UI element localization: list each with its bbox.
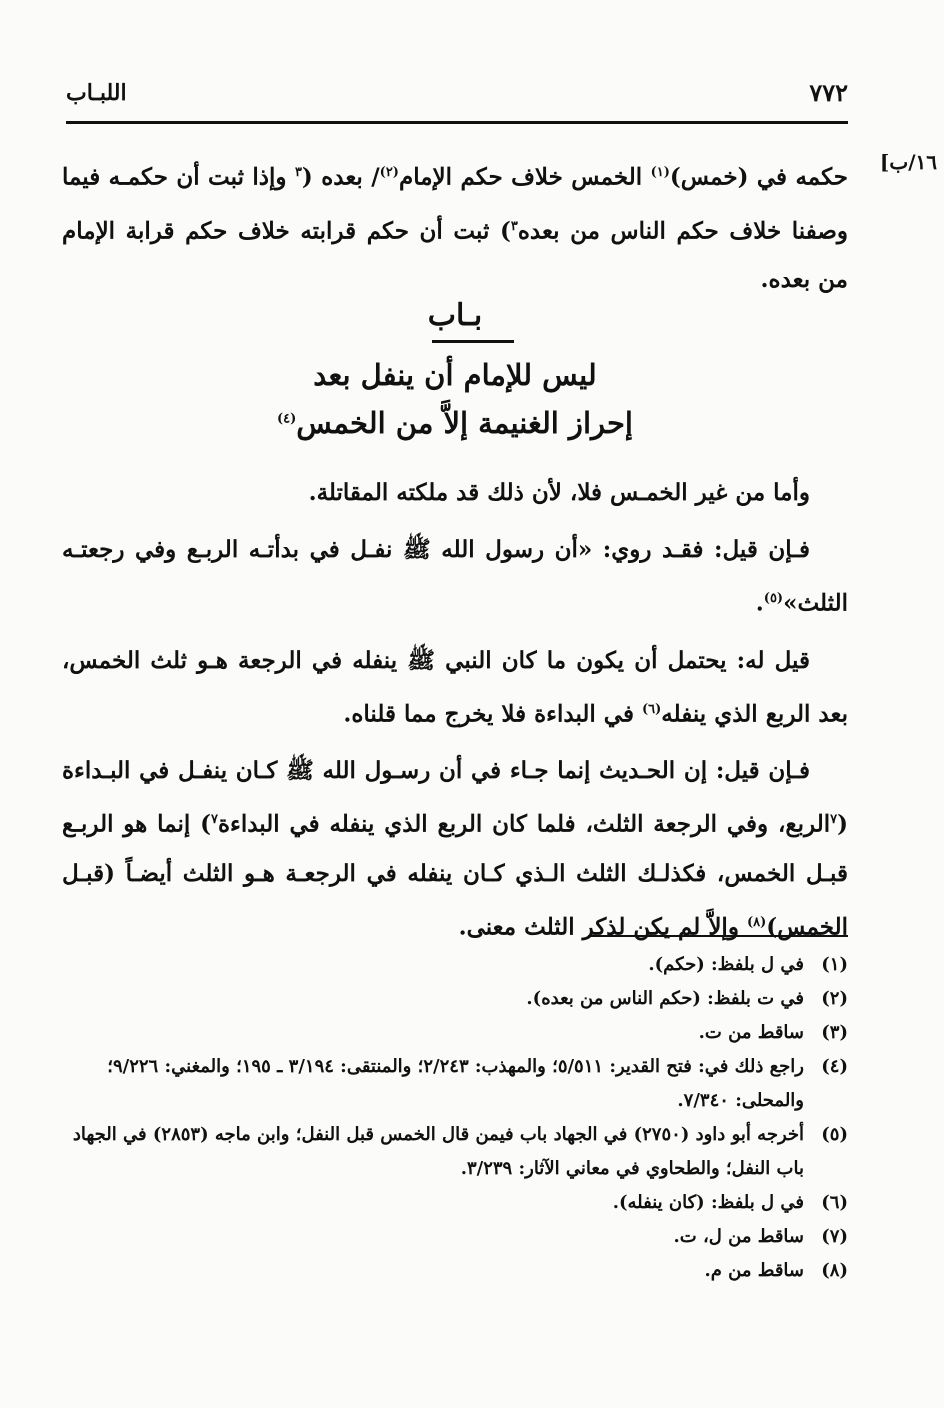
paragraph-4 (62, 746, 848, 951)
text-run: . (755, 589, 764, 617)
footnote-number: (٧) (821, 1226, 848, 1247)
footnote-text: ساقط من م. (704, 1260, 804, 1281)
footnote (62, 1220, 848, 1254)
footnote-rule (588, 935, 848, 937)
main-text (62, 468, 848, 952)
text-run: وإلاَّ لم يكن لذكر الثلث معنى. (458, 913, 747, 941)
footnote-number: (١) (821, 954, 848, 975)
text-run: / بعده ( (301, 163, 380, 191)
text-run: ) ثبت أن حكم قرابته خلاف حكم قرابة الإمام من بعده. (62, 217, 848, 294)
text-run: الخمس خلاف حكم الإمام (398, 163, 651, 191)
chapter-title-text: إحراز الغنيمة إلاَّ من الخمس (296, 406, 633, 440)
footnote-text: في ل بلفظ: (حكم). (648, 954, 804, 975)
footnote (62, 1254, 848, 1288)
footnote-marker: ٣ (294, 165, 302, 180)
footnote-marker: (١) (650, 165, 670, 180)
footnote-text: راجع ذلك في: فتح القدير: ٥/٥١١؛ والمهذب: ٢/٢٤٣؛ والمنتقى: ٣/١٩٤ ـ ١٩٥؛ والمغني: ٩/٢٢٦؛ والمحلى: ٧/٣٤٠. (107, 1056, 804, 1111)
footnote-text: ساقط من ل، ت. (673, 1226, 804, 1247)
footnote-number: (٣) (821, 1022, 848, 1043)
footnote-marker: (٨) (746, 914, 767, 930)
footnote-marker: (٢) (379, 165, 399, 180)
page-number: ٧٧٢ (809, 78, 848, 107)
text-run: الربع، وفي الرجعة الثلث، فلما كان الربع الذي ينفله في البداءة (217, 810, 831, 838)
footnote-number: (٥) (821, 1124, 848, 1145)
footnote-text: أخرجه أبو داود (٢٧٥٠) في الجهاد باب فيمن قال الخمس قبل النفل؛ وابن ماجه (٢٨٥٣) في الجهاد باب النفل؛ والطحاوي في معاني الآثار: ٣/٢٣٩. (72, 1124, 804, 1179)
text-run: فـإن قيل: إن الحـديث إنما جـاء في أن رسـول الله ﷺ كـان ينفـل في البـداءة ( (62, 757, 848, 838)
chapter-title-line1: ليس للإمام أن ينفل بعد (313, 358, 597, 392)
footnote-marker: (٥) (763, 591, 784, 606)
footnote (62, 1050, 848, 1118)
footnote (62, 948, 848, 982)
footnote-marker: ٧ (830, 812, 838, 828)
running-head (66, 78, 848, 118)
footnote (62, 982, 848, 1016)
footnote-number: (٨) (821, 1260, 848, 1281)
paragraph-2 (62, 525, 848, 628)
paragraph-3 (62, 636, 848, 739)
opening-paragraph (62, 148, 848, 304)
footnote-marker: ٣ (510, 218, 518, 234)
chapter-title-line2 (62, 406, 848, 440)
paragraph-1: وأما من غير الخمـس فلا، لأن ذلك قد ملكته المقاتلة. (308, 479, 810, 506)
footnote-text: في ل بلفظ: (كان ينفله). (612, 1192, 804, 1213)
footnote-marker: (٦) (641, 701, 662, 717)
text-run: فـإن قيل: فقـد روي: «أن رسول الله ﷺ نفـل في بدأتـه الربـع وفي رجعتـه الثلث» (62, 536, 848, 617)
chapter-rule (432, 340, 514, 343)
text-run: في البداءة فلا يخرج مما قلناه. (343, 700, 642, 728)
footnote (62, 1016, 848, 1050)
footnotes (62, 948, 848, 1288)
footnote (62, 1186, 848, 1220)
footnote-text: في ت بلفظ: (حكم الناس من بعده). (526, 988, 804, 1009)
header-rule (66, 121, 848, 124)
text-run: قيل له: يحتمل أن يكون ما كان النبي ﷺ ينفله في الرجعة هـو ثلث الخمس، بعد الربع الذي ينفله (62, 646, 848, 728)
chapter-label: بـاب (427, 298, 483, 333)
footnote-marker: ٧ (210, 812, 218, 828)
text-run: ) إنما هو الربـع قبـل الخمس، فكذلـك الثلث الـذي كـان ينفله في الرجعـة هـو الثلث أيضـاً (قبـل الخمس) (62, 810, 848, 941)
footnote (62, 1118, 848, 1186)
footnote-text: ساقط من ت. (698, 1022, 804, 1043)
footnote-marker: (٤) (277, 411, 297, 427)
footnote-number: (٦) (821, 1192, 848, 1213)
footnote-number: (٢) (821, 988, 848, 1009)
text-run: حكمه في (خمس) (669, 163, 848, 191)
running-title: اللبـاب (66, 80, 127, 106)
text-run: وإذا ثبت أن حكمـه فيما وصفنا خلاف حكم الناس من بعده (62, 163, 849, 245)
manuscript-folio-ref: ١٦/ب] (879, 150, 937, 174)
footnote-number: (٤) (821, 1056, 848, 1077)
